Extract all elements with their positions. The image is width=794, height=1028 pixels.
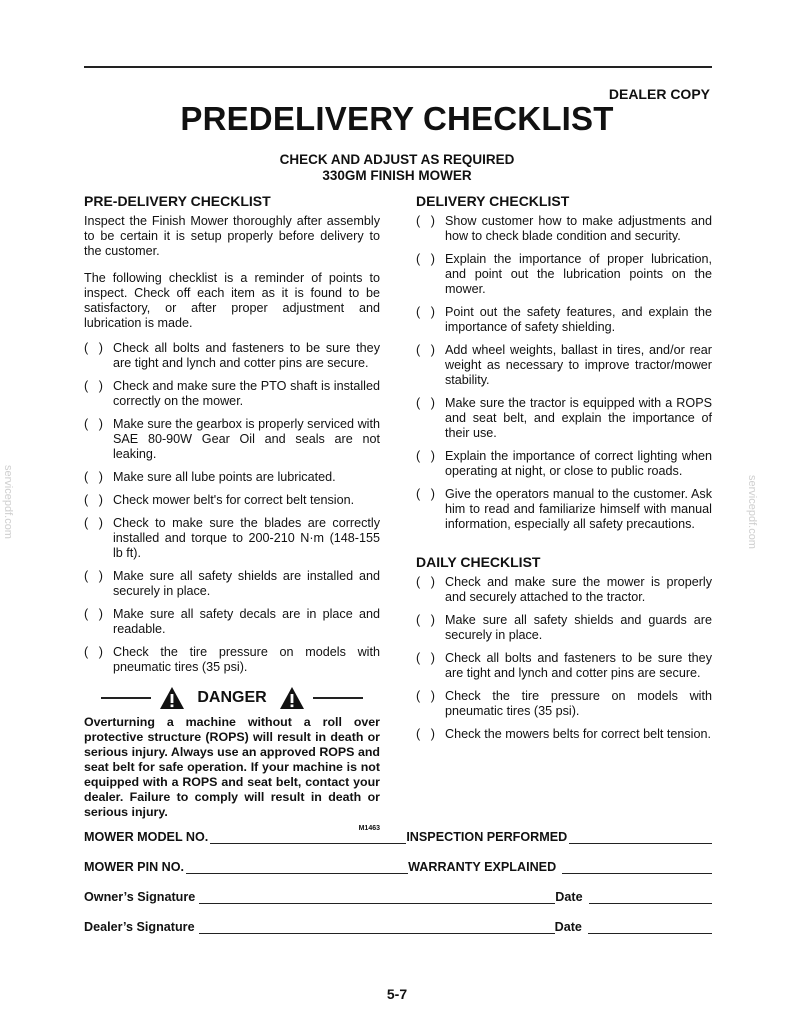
checklist-item bbox=[416, 449, 712, 479]
inspection-label: INSPECTION PERFORMED bbox=[406, 830, 568, 844]
checklist-item bbox=[84, 417, 380, 462]
predelivery-instructions: The following checklist is a reminder of points to inspect. Check off each item as it is found to be satisfactory, or after proper adjustment and lubrication is made. bbox=[84, 271, 380, 330]
subtitle-model: 330GM FINISH MOWER bbox=[322, 168, 472, 183]
owner-signature-field[interactable] bbox=[199, 889, 555, 904]
checkbox[interactable]: ( ) bbox=[416, 727, 435, 741]
checklist-item-text: Make sure all safety shields and guards are securely in place. bbox=[445, 613, 712, 642]
checklist-item-text: Check the tire pressure on models with pneumatic tires (35 psi). bbox=[113, 645, 380, 674]
checklist-item bbox=[416, 396, 712, 441]
checkbox[interactable]: ( ) bbox=[84, 516, 103, 530]
danger-label: DANGER bbox=[197, 689, 267, 706]
checklist-item-text: Give the operators manual to the customer. Ask him to read and familiarize himself with manual information, especially all safety precautions. bbox=[445, 487, 712, 531]
checklist-item bbox=[416, 727, 712, 742]
danger-message: Overturning a machine without a roll over protective structure (ROPS) will result in death or serious injury. Always use an approved ROPS and seat belt for safe operation. If your machine is not equipped with a ROPS and seat belt, contact your dealer. Failure to comply will result in death or serious injury. bbox=[84, 715, 380, 819]
checkbox[interactable]: ( ) bbox=[416, 343, 435, 357]
checkbox[interactable]: ( ) bbox=[84, 417, 103, 431]
checklist-item-text: Make sure all lube points are lubricated. bbox=[113, 470, 336, 484]
page-number: 5-7 bbox=[386, 986, 408, 1002]
checkbox[interactable]: ( ) bbox=[84, 379, 103, 393]
predelivery-heading: PRE-DELIVERY CHECKLIST bbox=[84, 193, 271, 209]
checklist-item-text: Add wheel weights, ballast in tires, and/or rear weight as necessary to improve tractor/mower stability. bbox=[445, 343, 712, 387]
warranty-label: WARRANTY EXPLAINED bbox=[408, 860, 557, 874]
checklist-item-text: Check all bolts and fasteners to be sure they are tight and lynch and cotter pins are secure. bbox=[113, 341, 380, 370]
checklist-item bbox=[416, 305, 712, 335]
owner-date-field[interactable] bbox=[589, 889, 712, 904]
checklist-item bbox=[84, 470, 380, 485]
checkbox[interactable]: ( ) bbox=[84, 470, 103, 484]
top-rule bbox=[84, 66, 712, 68]
checkbox[interactable]: ( ) bbox=[84, 607, 103, 621]
predelivery-list bbox=[84, 341, 380, 675]
danger-code: M1463 bbox=[358, 825, 380, 832]
checklist-item bbox=[416, 487, 712, 532]
pin-label: MOWER PIN NO. bbox=[84, 860, 185, 874]
checklist-item bbox=[416, 575, 712, 605]
checkbox[interactable]: ( ) bbox=[416, 449, 435, 463]
model-field[interactable] bbox=[210, 829, 406, 844]
danger-rule-left bbox=[101, 697, 151, 699]
checkbox[interactable]: ( ) bbox=[416, 396, 435, 410]
checklist-item bbox=[84, 341, 380, 371]
checkbox[interactable]: ( ) bbox=[416, 651, 435, 665]
predelivery-intro: Inspect the Finish Mower thoroughly after assembly to be certain it is setup properly before delivery to the customer. bbox=[84, 214, 380, 258]
checklist-item bbox=[416, 343, 712, 388]
checklist-item bbox=[416, 651, 712, 681]
checkbox[interactable]: ( ) bbox=[84, 569, 103, 583]
checklist-item bbox=[84, 569, 380, 599]
checklist-item-text: Check and make sure the mower is properly and securely attached to the tractor. bbox=[445, 575, 712, 604]
daily-heading: DAILY CHECKLIST bbox=[416, 554, 541, 570]
checklist-item-text: Make sure all safety decals are in place and readable. bbox=[113, 607, 380, 636]
checklist-item bbox=[84, 493, 380, 508]
checkbox[interactable]: ( ) bbox=[416, 214, 435, 228]
checklist-item-text: Explain the importance of proper lubrication, and point out the lubrication points on the mower. bbox=[445, 252, 712, 296]
predelivery-column bbox=[84, 193, 380, 832]
checklist-item bbox=[84, 379, 380, 409]
checkbox[interactable]: ( ) bbox=[416, 487, 435, 501]
delivery-list bbox=[416, 214, 712, 532]
danger-rule-right bbox=[313, 697, 363, 699]
watermark-left: servicepdf.com bbox=[2, 465, 14, 539]
checklist-item-text: Make sure all safety shields are installed and securely in place. bbox=[113, 569, 380, 598]
delivery-heading: DELIVERY CHECKLIST bbox=[416, 193, 570, 209]
checklist-item-text: Make sure the gearbox is properly serviced with SAE 80-90W Gear Oil and seals are not leaking. bbox=[113, 417, 380, 461]
page-title: PREDELIVERY CHECKLIST bbox=[180, 100, 614, 137]
checklist-item bbox=[84, 607, 380, 637]
checklist-item-text: Check all bolts and fasteners to be sure they are tight and lynch and cotter pins are secure. bbox=[445, 651, 712, 680]
checklist-item bbox=[416, 613, 712, 643]
dealer-date-label: Date bbox=[554, 920, 582, 934]
warning-triangle-icon bbox=[159, 686, 185, 710]
pin-field[interactable] bbox=[186, 859, 408, 874]
checklist-item-text: Check and make sure the PTO shaft is installed correctly on the mower. bbox=[113, 379, 380, 408]
checkbox[interactable]: ( ) bbox=[84, 493, 103, 507]
checklist-item-text: Point out the safety features, and explain the importance of safety shielding. bbox=[445, 305, 712, 334]
watermark-right: servicepdf.com bbox=[746, 475, 758, 549]
delivery-column bbox=[416, 193, 712, 750]
checkbox[interactable]: ( ) bbox=[416, 305, 435, 319]
inspection-field[interactable] bbox=[569, 829, 712, 844]
checklist-item-text: Make sure the tractor is equipped with a ROPS and seat belt, and explain the importance of their use. bbox=[445, 396, 712, 440]
dealer-signature-field[interactable] bbox=[199, 919, 555, 934]
dealer-date-field[interactable] bbox=[588, 919, 712, 934]
owner-date-label: Date bbox=[555, 890, 583, 904]
dealer-signature-label: Dealer’s Signature bbox=[84, 920, 195, 934]
checkbox[interactable]: ( ) bbox=[416, 575, 435, 589]
dealer-copy-label: DEALER COPY bbox=[608, 86, 710, 102]
warranty-field[interactable] bbox=[562, 859, 712, 874]
checklist-item-text: Check mower belt's for correct belt tension. bbox=[113, 493, 355, 507]
checklist-item bbox=[84, 645, 380, 675]
checklist-item-text: Check to make sure the blades are correctly installed and torque to 200-210 N·m (148-155 lb ft). bbox=[113, 516, 380, 560]
checklist-item-text: Check the mowers belts for correct belt tension. bbox=[445, 727, 711, 741]
checklist-item-text: Explain the importance of correct lighting when operating at night, or close to public roads. bbox=[445, 449, 712, 478]
warning-triangle-icon bbox=[279, 686, 305, 710]
checkbox[interactable]: ( ) bbox=[416, 613, 435, 627]
checkbox[interactable]: ( ) bbox=[416, 689, 435, 703]
checklist-item bbox=[84, 516, 380, 561]
owner-signature-label: Owner’s Signature bbox=[84, 890, 196, 904]
checklist-item-text: Show customer how to make adjustments and how to check blade condition and security. bbox=[445, 214, 712, 243]
checkbox[interactable]: ( ) bbox=[84, 341, 103, 355]
checkbox[interactable]: ( ) bbox=[84, 645, 103, 659]
daily-list bbox=[416, 575, 712, 742]
model-label: MOWER MODEL NO. bbox=[84, 830, 209, 844]
checklist-item bbox=[416, 214, 712, 244]
checklist-item-text: Check the tire pressure on models with pneumatic tires (35 psi). bbox=[445, 689, 712, 718]
checklist-item bbox=[416, 252, 712, 297]
checklist-item bbox=[416, 689, 712, 719]
subtitle-adjust: CHECK AND ADJUST AS REQUIRED bbox=[279, 152, 515, 167]
checkbox[interactable]: ( ) bbox=[416, 252, 435, 266]
danger-header bbox=[84, 685, 380, 711]
